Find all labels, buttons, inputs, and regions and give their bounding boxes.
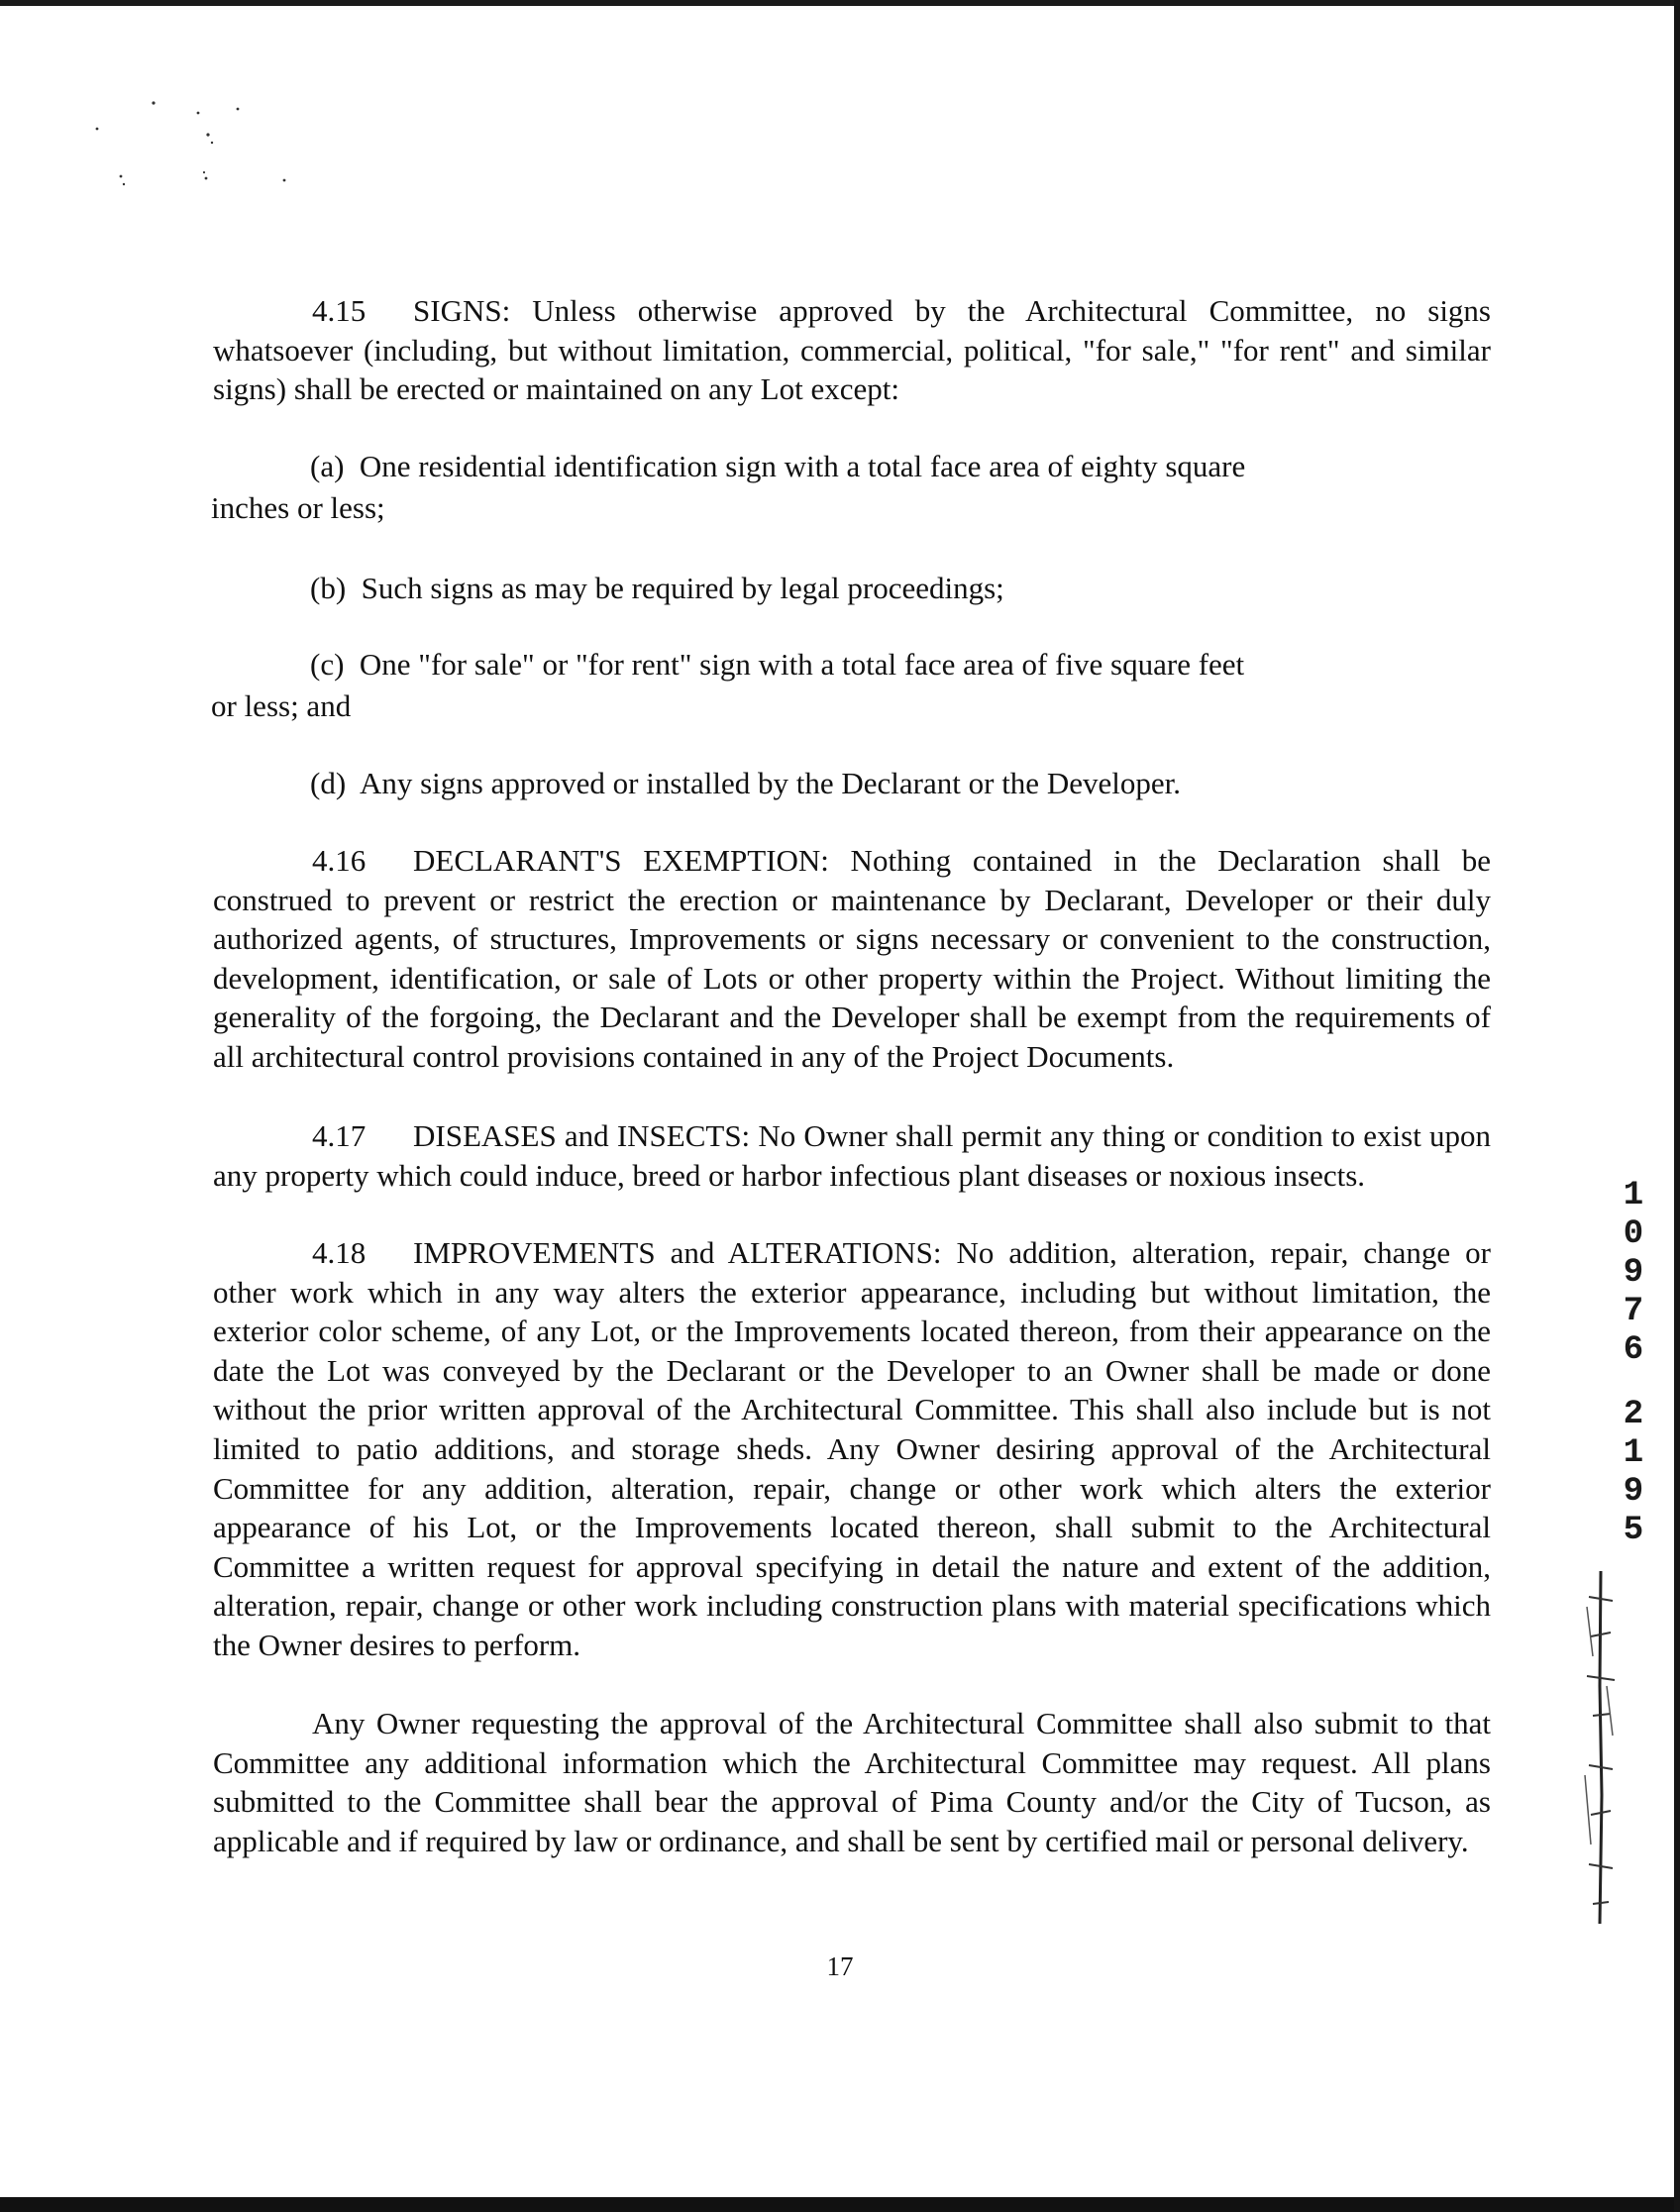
- section-text: SIGNS: Unless otherwise approved by the Architectural Committee, no signs whatsoever (including, but without limitation, commercial, political, "for sale," "for rent" and similar signs) shall be erected or maintained on any Lot except:: [213, 293, 1491, 407]
- scan-edge-top: [0, 0, 1680, 6]
- list-item-label: (d): [310, 766, 347, 800]
- section-4-18-continuation: [213, 1704, 1491, 1860]
- list-item-text: Such signs as may be required by legal proceedings;: [361, 571, 1004, 605]
- docket-book-number: 1 0 9 7 6: [1623, 1177, 1644, 1369]
- section-4-15: [213, 291, 1491, 409]
- scan-edge-right: [1674, 0, 1680, 2212]
- list-item-text: One "for sale" or "for rent" sign with a total face area of five square feet: [359, 647, 1245, 682]
- section-4-17: [213, 1116, 1491, 1195]
- list-item-a: [211, 446, 1400, 529]
- section-number: 4.16: [312, 843, 367, 878]
- list-item-d: [310, 763, 1400, 804]
- recording-docket-number: [1617, 1177, 1650, 1550]
- list-item-continuation: or less; and: [211, 688, 352, 723]
- section-number: 4.15: [312, 293, 367, 328]
- list-item-text: One residential identification sign with a total face area of eighty square: [359, 449, 1246, 483]
- section-text: IMPROVEMENTS and ALTERATIONS: No addition, alteration, repair, change or other work which in any way alters the exterior appearance, including but without limitation, the exterior color scheme, of any Lot, or the Improvements located thereon, from their appearance on the date the Lot was conveyed by the Declarant or the Developer to an Owner shall be made or done without the prior written approval of the Architectural Committee. This shall also include but is not limited to patio additions, and storage sheds. Any Owner desiring approval of the Architectural Committee for any addition, alteration, repair, change or other work which alters the exterior appearance of his Lot, or the Improvements located thereon, shall submit to the Architectural Committee a written request for approval specifying in detail the nature and extent of the addition, alteration, repair, change or other work including construction plans with material specifications which the Owner desires to perform.: [213, 1235, 1491, 1662]
- section-number: 4.17: [312, 1118, 367, 1153]
- section-4-16: [213, 841, 1491, 1077]
- list-item-text: Any signs approved or installed by the Declarant or the Developer.: [359, 766, 1181, 800]
- list-item-continuation: inches or less;: [211, 490, 385, 525]
- scan-edge-bottom: [0, 2197, 1680, 2212]
- list-item-label: (b): [310, 571, 347, 605]
- list-item-label: (c): [310, 647, 345, 682]
- list-item-label: (a): [310, 449, 345, 483]
- section-text: DECLARANT'S EXEMPTION: Nothing contained in the Declaration shall be construed to prevent or restrict the erection or maintenance by Declarant, Developer or their duly authorized agents, of structures, Improvements or signs necessary or convenient to the construction, development, identification, or sale of Lots or other property within the Project. Without limiting the generality of the forgoing, the Declarant and the Developer shall be exempt from the requirements of all architectural control provisions contained in any of the Project Documents.: [213, 843, 1491, 1074]
- docket-page-number: 2 1 9 5: [1623, 1396, 1644, 1549]
- section-text: Any Owner requesting the approval of the Architectural Committee shall also submit to that Committee any additional information which the Architectural Committee may request. All plans submitted to the Committee shall bear the approval of Pima County and/or the City of Tucson, as applicable and if required by law or ordinance, and shall be sent by certified mail or personal delivery.: [213, 1706, 1491, 1858]
- section-4-18: [213, 1233, 1491, 1665]
- page-number: 17: [826, 1951, 854, 1981]
- section-text: DISEASES and INSECTS: No Owner shall permit any thing or condition to exist upon any property which could induce, breed or harbor infectious plant diseases or noxious insects.: [213, 1118, 1491, 1193]
- section-number: 4.18: [312, 1235, 367, 1270]
- recording-stamp-mark: [1567, 1567, 1627, 1934]
- scan-noise-specks: [79, 99, 317, 198]
- list-item-b: [310, 568, 1400, 609]
- list-item-c: [211, 644, 1400, 727]
